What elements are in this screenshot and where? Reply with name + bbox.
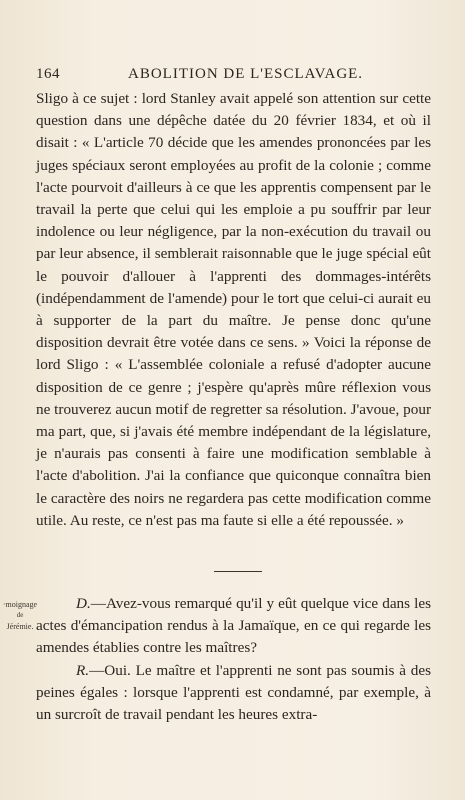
question-answer [36, 593, 431, 726]
question-speaker: D. [76, 595, 91, 612]
page-number: 164 [36, 66, 60, 82]
answer-speaker: R. [76, 661, 90, 679]
answer-text: —Oui. Le maître et l'apprenti ne sont pas soumis à des peines égales : lorsque l'apprenti est condamné, par exemple, à un surcroît de travail pendant les heures extra- [36, 661, 431, 724]
margin-note-line: ·moignage [2, 600, 38, 609]
body-text [36, 88, 431, 532]
question-paragraph [36, 593, 431, 660]
body-paragraph: Sligo à ce sujet : lord Stanley avait appelé son attention sur cette question dans une dépêche datée du 20 février 1834, et où il disait : « L'article 70 décide que les amendes prononcées par les juges spéciaux seront employées au profit de la colonie ; comme l'acte pourvoit d'ailleurs à ce que les apprentis compensent par le travail la perte que celui qui les emploie a pu souffrir par leur indolence ou leur négligence, par la non-exécution du travail ou par leur absence, il semblerait raisonnable que le juge spécial eût le pouvoir d'allouer à l'apprenti des dommages-intérêts (indépendamment de l'amende) pour le tort que celui-ci aurait eu à supporter de la part du maître. Je pense donc qu'une disposition devrait être votée dans ce sens. » Voici la réponse de lord Sligo : « L'assemblée coloniale a refusé d'adopter aucune disposition de ce genre ; j'espère qu'après mûre réflexion vous ne trouverez aucun motif de regretter sa résolution. J'avoue, pour ma part, que, si j'avais été membre indépendant de la législature, je n'aurais pas consenti à faire une modification semblable à l'acte d'abolition. J'ai la confiance que quiconque connaîtra bien le caractère des noirs ne regardera pas cette modification comme utile. Au reste, ce n'est pas ma faute si elle a été repoussée. » [36, 90, 431, 529]
section-divider [214, 571, 262, 572]
running-title: ABOLITION DE L'ESCLAVAGE. [128, 66, 364, 82]
margin-note [0, 599, 40, 632]
margin-note-line: de [16, 611, 24, 619]
answer-paragraph [36, 660, 431, 727]
question-text: —Avez-vous remarqué qu'il y eût quelque vice dans les actes d'émancipation rendus à la Jamaïque, en ce qui regarde les amendes établies contre les maîtres? [36, 595, 431, 657]
margin-note-line: Jérémie. [6, 622, 34, 631]
